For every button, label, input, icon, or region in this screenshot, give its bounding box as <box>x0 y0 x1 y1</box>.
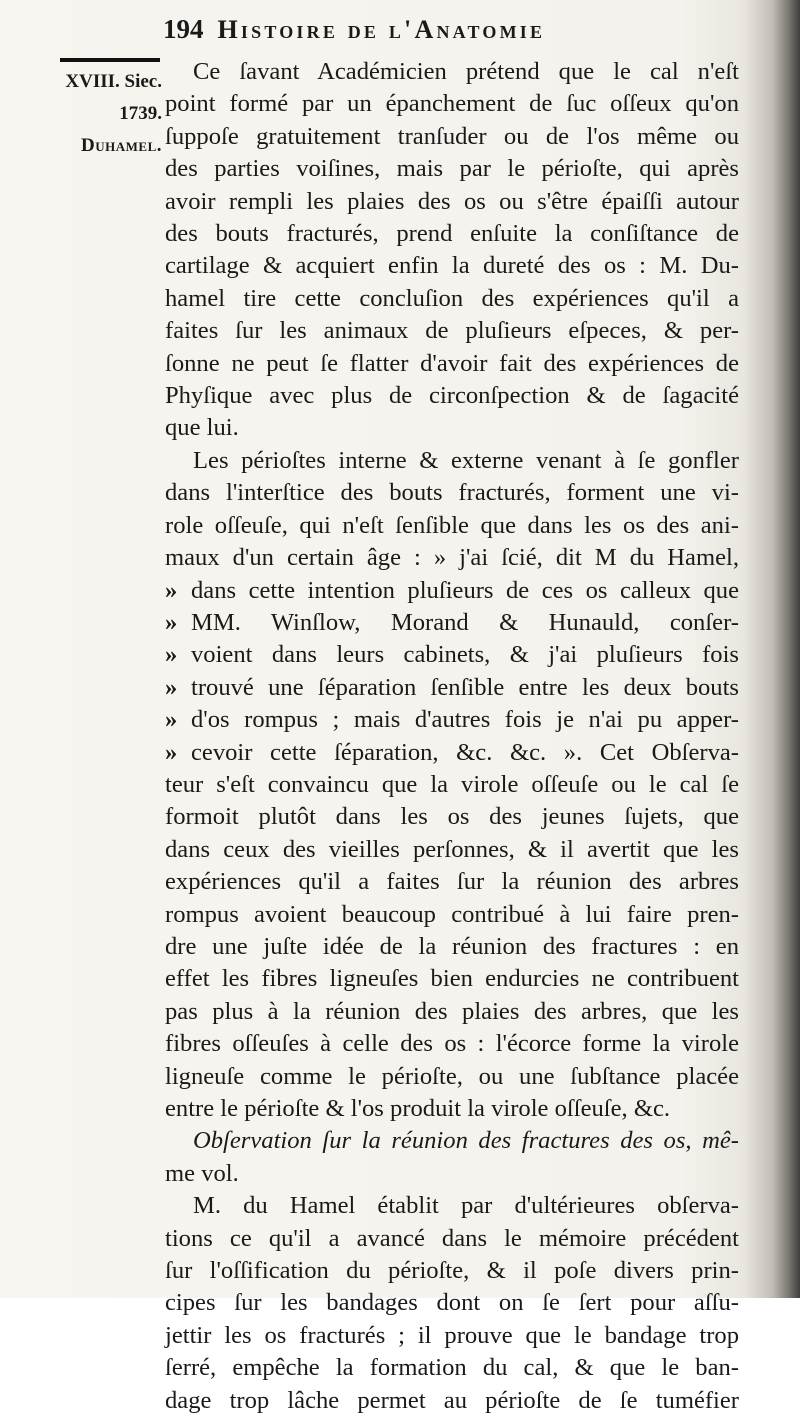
text-line: que lui. <box>165 414 239 442</box>
text-line: faites ſur les animaux de pluſieurs eſpeces, & per- <box>165 317 739 345</box>
quoted-line <box>165 639 739 671</box>
text-line: voient dans leurs cabinets, & j'ai pluſieurs fois <box>191 641 739 669</box>
text-line: ligneuſe comme le périoſte, ou une ſubſtance placée <box>165 1062 739 1090</box>
text-line: dans l'interſtice des bouts fracturés, forment une vi- <box>165 479 739 507</box>
text-line: M. du Hamel établit par d'ultérieures obſerva- <box>193 1192 739 1220</box>
section-title-line: Obſervation ſur la réunion des fractures des os, mê- <box>193 1127 739 1155</box>
text-line: dans ceux des vieilles perſonnes, & il avertit que les <box>165 835 739 863</box>
text-line: fibres oſſeuſes à celle des os : l'écorce forme la virole <box>165 1030 739 1058</box>
text-line: cevoir cette ſéparation, &c. &c. ». Cet Obſerva- <box>191 738 739 766</box>
text-line: d'os rompus ; mais d'autres fois je n'ai pu apper- <box>191 706 739 734</box>
quote-mark: » <box>165 641 178 669</box>
text-line: Les périoſtes interne & externe venant à ſe gonfler <box>193 446 739 474</box>
text-line: ſerré, empêche la formation du cal, & que le ban- <box>165 1354 739 1382</box>
quote-mark: » <box>165 673 178 701</box>
margin-year: 1739. <box>119 103 162 124</box>
text-line: Ce ſavant Académicien prétend que le cal n'eſt <box>193 58 739 85</box>
margin-notes <box>34 66 162 162</box>
text-line: cipes ſur les bandages dont on ſe ſert pour aſſu- <box>165 1289 739 1317</box>
text-line: dage trop lâche permet au périoſte de ſe tuméfier <box>165 1386 739 1414</box>
quoted-line <box>165 607 739 639</box>
text-line: me vol. <box>165 1159 239 1187</box>
body-text <box>165 56 739 1417</box>
quote-mark: » <box>165 608 178 636</box>
text-line: entre le périoſte & l'os produit la virole oſſeuſe, &c. <box>165 1095 671 1122</box>
text-line: des parties voiſines, mais par le périoſte, qui après <box>165 155 739 183</box>
quote-mark: » <box>165 576 178 604</box>
text-line: expériences qu'il a faites ſur la réunion des arbres <box>165 868 739 896</box>
quoted-line <box>165 704 739 736</box>
text-line: trouvé une ſéparation ſenſible entre les deux bouts <box>191 673 739 701</box>
text-line: cartilage & acquiert enfin la dureté des os : M. Du- <box>165 252 739 280</box>
text-line: hamel tire cette concluſion des expériences qu'il a <box>165 284 739 312</box>
text-line: pas plus à la réunion des plaies des arbres, que les <box>165 997 739 1025</box>
text-line: point formé par un épanchement de ſuc oſſeux qu'on <box>165 90 739 118</box>
margin-century: XVIII. Siec. <box>65 71 162 92</box>
quoted-line <box>165 575 739 607</box>
page-edge-shadow <box>772 0 800 1298</box>
page-number: 194 <box>163 14 204 44</box>
text-line: avoir rempli les plaies des os ou s'être épaiſſi autour <box>165 187 739 215</box>
quoted-line <box>165 672 739 704</box>
quoted-line <box>165 737 739 769</box>
text-line: dans cette intention pluſieurs de ces os calleux que <box>191 576 739 604</box>
quote-mark: » <box>165 706 178 734</box>
text-line: tions ce qu'il a avancé dans le mémoire précédent <box>165 1224 739 1252</box>
text-line: rompus avoient beaucoup contribué à lui faire pren- <box>165 900 739 928</box>
margin-rule <box>60 58 160 62</box>
text-line: role oſſeuſe, qui n'eſt ſenſible que dans les os des ani- <box>165 511 739 539</box>
margin-author: Duhamel. <box>81 135 162 156</box>
text-line: teur s'eſt convaincu que la virole oſſeuſe ou le cal ſe <box>165 770 739 798</box>
text-line: maux d'un certain âge : » j'ai ſcié, dit M du Hamel, <box>165 544 739 572</box>
text-line: ſur l'oſſification du périoſte, & il poſe divers prin- <box>165 1257 739 1285</box>
running-title: Histoire de l'Anatomie <box>217 15 546 44</box>
text-line: Phyſique avec plus de circonſpection & de ſagacité <box>165 382 739 410</box>
text-line: ſuppoſe gratuitement tranſuder ou de l'os même ou <box>165 122 739 150</box>
text-line: formoit plutôt dans les os des jeunes ſujets, que <box>165 803 739 831</box>
text-line: dre une juſte idée de la réunion des fractures : en <box>165 932 739 960</box>
text-line: ſonne ne peut ſe flatter d'avoir fait des expériences de <box>165 349 739 377</box>
text-line: jettir les os fracturés ; il prouve que le bandage trop <box>165 1321 739 1349</box>
quote-mark: » <box>165 738 178 766</box>
text-line: des bouts fracturés, prend enſuite la conſiſtance de <box>165 220 739 248</box>
text-line: effet les fibres ligneuſes bien endurcies ne contribuent <box>165 965 739 993</box>
running-head <box>163 14 673 54</box>
text-line: MM. Winſlow, Morand & Hunauld, conſer- <box>191 608 739 636</box>
